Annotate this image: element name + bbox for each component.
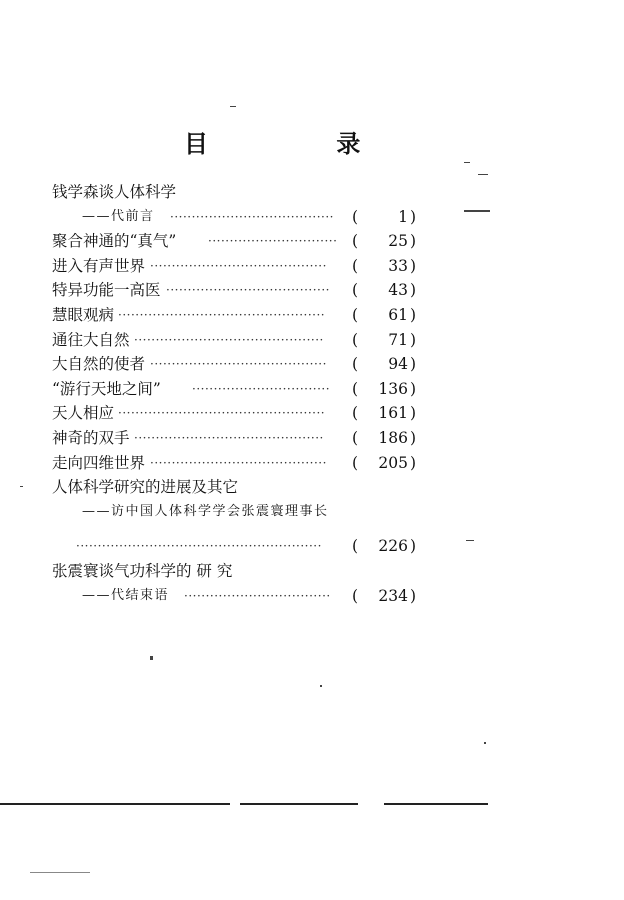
toc-entry-title: 走向四维世界 — [52, 453, 146, 472]
toc-entry-title: ——代前言 — [82, 208, 155, 224]
toc-page-number: 234 — [378, 586, 408, 605]
dot-leader: ················································ — [118, 406, 326, 421]
paren-open: ( — [352, 232, 359, 251]
paren-close: ) — [410, 305, 417, 324]
paren-close: ) — [410, 404, 417, 423]
paren-close: ) — [410, 537, 417, 556]
table-of-contents — [52, 180, 422, 608]
scan-speck — [466, 540, 474, 541]
toc-entry — [52, 451, 422, 476]
toc-page-number: 33 — [388, 256, 408, 275]
scan-speck — [20, 486, 23, 487]
toc-entry-title: 进入有声世界 — [52, 256, 146, 275]
toc-entry — [52, 205, 422, 230]
paren-open: ( — [352, 281, 359, 300]
dot-leader: ······································ — [166, 283, 330, 298]
dot-leader: ················································ — [118, 307, 326, 322]
toc-page-number: 94 — [388, 355, 408, 374]
toc-entry-title: 大自然的使者 — [52, 355, 146, 374]
dot-leader: ············································ — [134, 430, 324, 445]
toc-entry-title: 特异功能一高医 — [52, 281, 161, 300]
toc-page-number: 43 — [388, 281, 408, 300]
bottom-rule — [384, 803, 488, 805]
toc-page-number: 136 — [378, 379, 408, 398]
paren-open: ( — [352, 537, 359, 556]
paren-open: ( — [352, 586, 359, 605]
paren-open: ( — [352, 256, 359, 275]
scan-speck — [30, 872, 90, 873]
dot-leader: ········································· — [150, 357, 327, 372]
scan-speck — [464, 162, 470, 163]
toc-entry — [52, 377, 422, 402]
dot-leader: ········································· — [150, 455, 327, 470]
dot-leader: ············································ — [134, 332, 324, 347]
toc-entry-title: 聚合神通的“真气” — [52, 232, 177, 251]
paren-close: ) — [410, 281, 417, 300]
dot-leader: ································ — [192, 381, 331, 396]
toc-entry-subtitle: ——访中国人体科学学会张震寰理事长 — [82, 503, 329, 519]
dot-leader: ······························ — [208, 234, 338, 249]
toc-entry-title: 通往大自然 — [52, 330, 130, 349]
toc-entry-title: 慧眼观病 — [52, 305, 115, 324]
toc-page-number: 25 — [388, 232, 408, 251]
toc-page-number: 161 — [378, 404, 408, 423]
toc-page-number: 226 — [378, 537, 408, 556]
toc-entry-title: “游行天地之间” — [52, 379, 161, 398]
toc-page-number: 205 — [378, 453, 408, 472]
paren-open: ( — [352, 453, 359, 472]
paren-close: ) — [410, 232, 417, 251]
paren-close: ) — [410, 453, 417, 472]
toc-entry-title: 天人相应 — [52, 404, 115, 423]
toc-entry-subtitle: ——代结束语 — [82, 587, 170, 603]
toc-entry — [52, 584, 422, 609]
toc-page-number: 71 — [388, 330, 408, 349]
paren-open: ( — [352, 305, 359, 324]
paren-close: ) — [410, 207, 417, 226]
toc-entry — [52, 559, 422, 584]
paren-open: ( — [352, 404, 359, 423]
toc-entry — [52, 229, 422, 254]
paren-open: ( — [352, 428, 359, 447]
toc-entry — [52, 352, 422, 377]
toc-page-number: 1 — [398, 207, 408, 226]
toc-entry-title: 钱学森谈人体科学 — [52, 183, 177, 201]
toc-entry-title: 张震寰谈气功科学的 研 究 — [52, 561, 233, 580]
toc-entry — [52, 254, 422, 279]
toc-entry — [52, 534, 422, 559]
paren-open: ( — [352, 207, 359, 226]
scan-speck — [230, 106, 236, 107]
bottom-rule — [240, 803, 358, 805]
scan-speck — [150, 656, 153, 660]
scan-speck — [464, 210, 490, 212]
toc-entry — [52, 180, 422, 205]
toc-entry — [52, 303, 422, 328]
paren-close: ) — [410, 428, 417, 447]
bottom-rule — [0, 803, 230, 805]
scan-speck — [484, 742, 486, 744]
toc-entry — [52, 500, 422, 525]
dot-leader: ························································· — [76, 539, 322, 554]
toc-entry-title: 人体科学研究的进展及其它 — [52, 478, 239, 497]
toc-entry — [52, 401, 422, 426]
dot-leader: ······································ — [170, 209, 334, 224]
toc-page-number: 186 — [378, 428, 408, 447]
toc-entry — [52, 328, 422, 353]
scan-speck — [478, 174, 488, 175]
paren-open: ( — [352, 355, 359, 374]
toc-entry — [52, 278, 422, 303]
toc-entry-title: 神奇的双手 — [52, 428, 130, 447]
toc-entry — [52, 426, 422, 451]
toc-entry — [52, 475, 422, 500]
paren-close: ) — [410, 586, 417, 605]
scan-speck — [320, 685, 322, 687]
paren-open: ( — [352, 379, 359, 398]
paren-close: ) — [410, 330, 417, 349]
dot-leader: ········································· — [150, 258, 327, 273]
paren-close: ) — [410, 355, 417, 374]
dot-leader: ·································· — [184, 588, 331, 603]
paren-close: ) — [410, 379, 417, 398]
toc-page-number: 61 — [388, 305, 408, 324]
page-title: 目 录 — [184, 129, 421, 158]
paren-close: ) — [410, 256, 417, 275]
paren-open: ( — [352, 330, 359, 349]
